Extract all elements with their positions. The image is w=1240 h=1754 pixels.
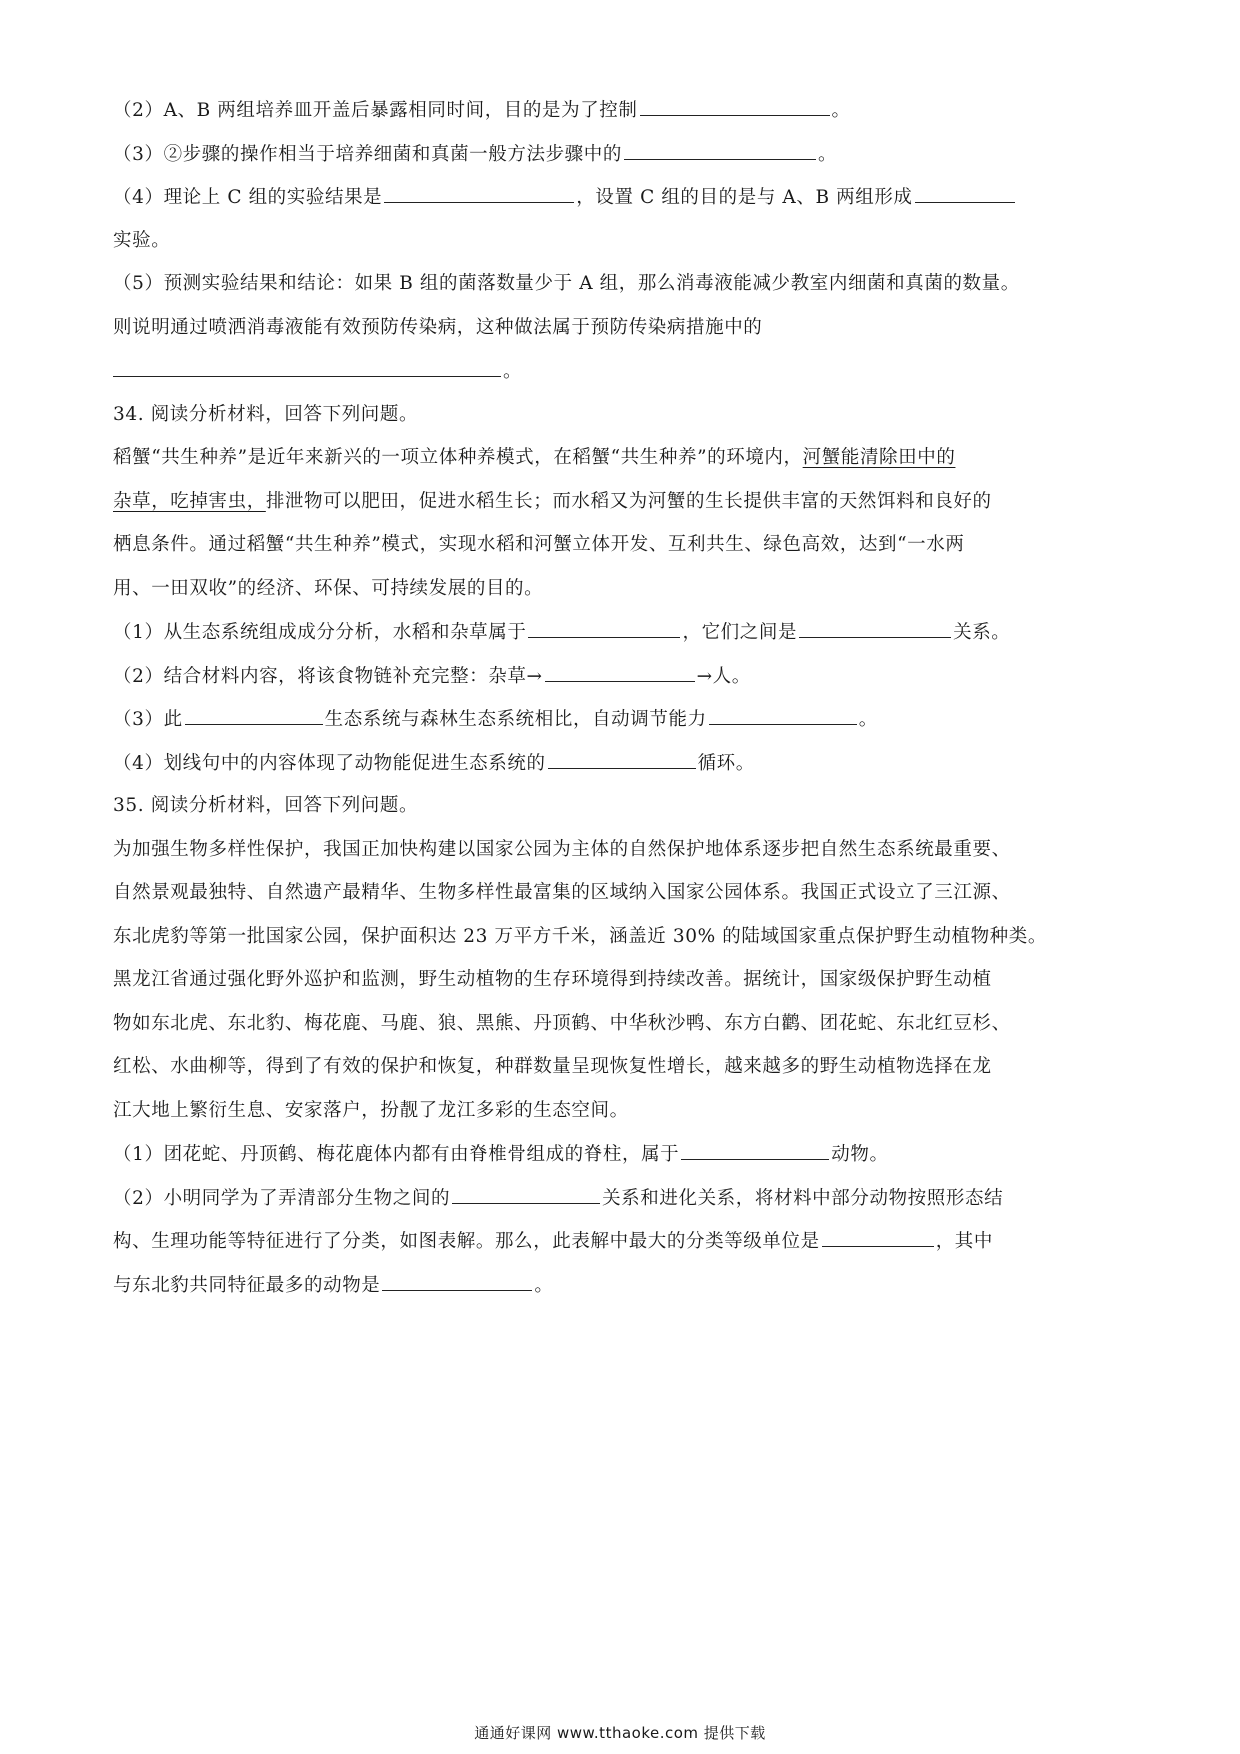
q34-part1: （1）从生态系统组成成分分析，水稻和杂草属于 ，它们之间是 关系。 <box>113 619 1133 646</box>
answer-blank[interactable] <box>452 1185 600 1204</box>
q33-part2: （2）A、B 两组培养皿开盖后暴露相同时间，目的是为了控制 。 <box>113 97 1133 124</box>
q34-part4: （4）划线句中的内容体现了动物能促进生态系统的 循环。 <box>113 750 1133 777</box>
q35-title: 35. 阅读分析材料，回答下列问题。 <box>113 795 419 816</box>
q35-part2-cont: 构、生理功能等特征进行了分类，如图表解。那么，此表解中最大的分类等级单位是 ，其中 <box>113 1228 1133 1255</box>
q34-title: 34. 阅读分析材料，回答下列问题。 <box>113 404 419 425</box>
answer-blank[interactable] <box>548 750 696 769</box>
page-footer: 通通好课网 www.tthaoke.com 提供下载 <box>474 1724 766 1742</box>
q33-part4-cont: 实验。 <box>113 230 171 251</box>
q34-material: 用、一田双收”的经济、环保、可持续发展的目的。 <box>113 578 544 599</box>
answer-blank[interactable] <box>185 706 323 725</box>
answer-blank[interactable] <box>709 706 857 725</box>
answer-blank[interactable] <box>384 184 574 203</box>
q35-material: 江大地上繁衍生息、安家落户，扮靓了龙江多彩的生态空间。 <box>113 1100 629 1121</box>
underlined-sentence: 河蟹能清除田中的 <box>802 447 956 468</box>
q34-part3: （3）此 生态系统与森林生态系统相比，自动调节能力 。 <box>113 706 1133 733</box>
answer-blank[interactable] <box>382 1272 532 1291</box>
q33-part5: （5）预测实验结果和结论：如果 B 组的菌落数量少于 A 组，那么消毒液能减少教室内细菌和真菌的数量。 <box>113 273 1020 294</box>
answer-blank[interactable] <box>545 663 695 682</box>
answer-blank[interactable] <box>640 97 830 116</box>
q35-material: 东北虎豹等第一批国家公园，保护面积达 23 万平方千米，涵盖近 30% 的陆域国家重点保护野生动植物种类。 <box>113 926 1047 947</box>
answer-blank[interactable] <box>915 184 1015 203</box>
q33-part5-answer: 。 <box>113 358 1133 385</box>
answer-blank[interactable] <box>113 358 501 377</box>
q34-part2: （2）结合材料内容，将该食物链补充完整：杂草→ →人。 <box>113 663 1133 690</box>
q35-part2-cont: 与东北豹共同特征最多的动物是 。 <box>113 1272 1133 1299</box>
q35-material: 物如东北虎、东北豹、梅花鹿、马鹿、狼、黑熊、丹顶鹤、中华秋沙鸭、东方白鹳、团花蛇、东北红豆杉、 <box>113 1013 1011 1034</box>
q35-material: 自然景观最独特、自然遗产最精华、生物多样性最富集的区域纳入国家公园体系。我国正式设立了三江源、 <box>113 882 1011 903</box>
q33-part3: （3）②步骤的操作相当于培养细菌和真菌一般方法步骤中的 。 <box>113 141 1133 168</box>
answer-blank[interactable] <box>822 1228 934 1247</box>
q34-material: 杂草，吃掉害虫，排泄物可以肥田，促进水稻生长；而水稻又为河蟹的生长提供丰富的天然饵料和良好的 <box>113 491 992 512</box>
answer-blank[interactable] <box>681 1141 829 1160</box>
underlined-sentence: 杂草，吃掉害虫， <box>113 491 266 512</box>
answer-blank[interactable] <box>624 141 816 160</box>
q34-material: 稻蟹“共生种养”是近年来新兴的一项立体种养模式，在稻蟹“共生种养”的环境内，河蟹能清除田中的 <box>113 447 956 468</box>
q33-part5-cont: 则说明通过喷洒消毒液能有效预防传染病，这种做法属于预防传染病措施中的 <box>113 317 763 338</box>
q35-material: 黑龙江省通过强化野外巡护和监测，野生动植物的生存环境得到持续改善。据统计，国家级保护野生动植 <box>113 969 992 990</box>
q35-part2: （2）小明同学为了弄清部分生物之间的 关系和进化关系，将材料中部分动物按照形态结 <box>113 1185 1133 1212</box>
answer-blank[interactable] <box>528 619 680 638</box>
q34-material: 栖息条件。通过稻蟹“共生种养”模式，实现水稻和河蟹立体开发、互利共生、绿色高效，达到“一水两 <box>113 534 965 555</box>
q35-material: 为加强生物多样性保护，我国正加快构建以国家公园为主体的自然保护地体系逐步把自然生态系统最重要、 <box>113 839 1011 860</box>
answer-blank[interactable] <box>799 619 951 638</box>
q35-part1: （1）团花蛇、丹顶鹤、梅花鹿体内都有由脊椎骨组成的脊柱，属于 动物。 <box>113 1141 1133 1168</box>
q35-material: 红松、水曲柳等，得到了有效的保护和恢复，种群数量呈现恢复性增长，越来越多的野生动植物选择在龙 <box>113 1056 992 1077</box>
q33-part4: （4）理论上 C 组的实验结果是 ，设置 C 组的目的是与 A、B 两组形成 <box>113 184 1133 211</box>
